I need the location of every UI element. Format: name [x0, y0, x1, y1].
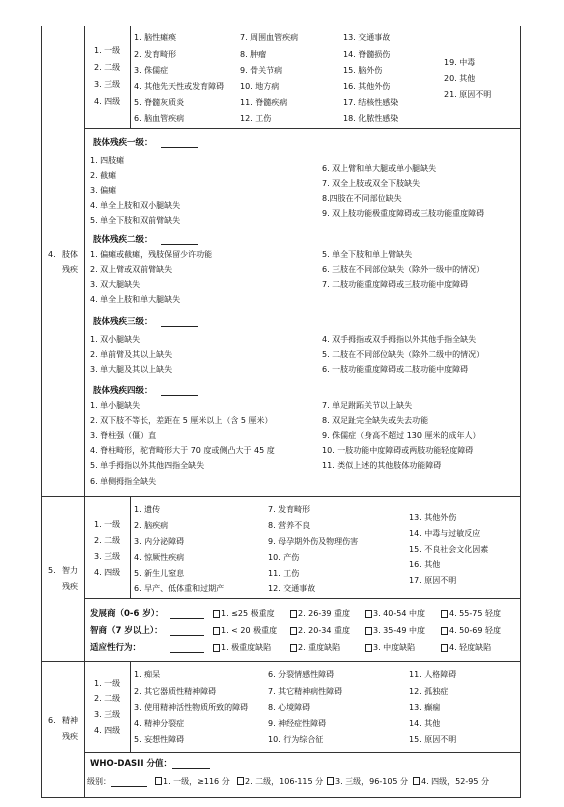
cause-item[interactable]: 3. 侏儒症	[134, 66, 169, 75]
cause-item[interactable]: 11. 工伤	[268, 569, 300, 578]
level-blank[interactable]	[111, 786, 147, 787]
cause-item[interactable]: 13. 交通事故	[343, 33, 391, 42]
list-item[interactable]: 4. 脊柱畸形，驼背畸形大于 70 度或侧凸大于 45 度	[90, 446, 275, 455]
list-item[interactable]: 8. 双足趾完全缺失或失去功能	[322, 416, 429, 425]
cause-item[interactable]: 20. 其他	[444, 74, 476, 83]
grade-option[interactable]: 1. 一级	[94, 679, 121, 688]
level-checkbox[interactable]	[413, 777, 420, 785]
list-item[interactable]: 6. 一肢功能重度障碍或二肢功能中度障碍	[322, 365, 469, 374]
grade-option[interactable]: 3. 三级	[94, 552, 121, 561]
row-divider	[84, 598, 521, 599]
row-divider	[41, 496, 521, 497]
grade-option[interactable]: 2. 二级	[94, 63, 121, 72]
list-item[interactable]: 3. 双大腿缺失	[90, 280, 141, 289]
iq-option[interactable]: 2. 20-34 重度	[298, 626, 350, 635]
iq-checkbox[interactable]	[213, 627, 220, 635]
cause-item[interactable]: 14. 中毒与过敏反应	[409, 529, 481, 538]
list-item[interactable]: 11. 类似上述的其他肢体功能障碍	[322, 461, 442, 470]
level-option[interactable]: 3. 三级，96-105 分	[335, 777, 409, 786]
cause-item[interactable]: 1. 脑性瘫痪	[134, 33, 177, 42]
cause-item[interactable]: 11. 人格障碍	[409, 670, 457, 679]
dq-checkbox[interactable]	[290, 610, 297, 618]
limb-grade3-title: 肢体残疾三级：	[93, 317, 153, 327]
cause-item[interactable]: 14. 脊髓损伤	[343, 50, 391, 59]
iq-option[interactable]: 1. < 20 极重度	[221, 626, 278, 635]
list-item[interactable]: 3. 脊柱强（僵）直	[90, 431, 157, 440]
row-divider	[84, 128, 521, 129]
cause-item[interactable]: 9. 骨关节病	[240, 66, 283, 75]
dq-option[interactable]: 4. 55-75 轻度	[449, 609, 501, 618]
cause-item[interactable]: 5. 妄想性障碍	[134, 735, 185, 744]
cause-item[interactable]: 15. 不良社会文化因素	[409, 545, 489, 554]
ab-label: 适应性行为：	[90, 643, 142, 653]
cause-item[interactable]: 11. 脊髓疾病	[240, 98, 288, 107]
ab-option[interactable]: 2. 重度缺陷	[298, 643, 341, 652]
ab-option[interactable]: 1. 极重度缺陷	[221, 643, 272, 652]
ab-checkbox[interactable]	[290, 644, 297, 652]
cause-item[interactable]: 3. 内分泌障碍	[134, 537, 185, 546]
cause-item[interactable]: 8. 肿瘤	[240, 50, 267, 59]
cause-item[interactable]: 12. 工伤	[240, 114, 272, 123]
table-divider-1	[84, 26, 85, 798]
list-item[interactable]: 4. 单全上肢和单大腿缺失	[90, 295, 181, 304]
section-number: 5.	[48, 566, 56, 575]
cause-item[interactable]: 10. 行为综合征	[268, 735, 324, 744]
cause-item[interactable]: 13. 癫痫	[409, 703, 441, 712]
cause-item[interactable]: 6. 脑血管疾病	[134, 114, 185, 123]
dq-option[interactable]: 1. ≤25 极重度	[221, 609, 275, 618]
section-title: 残疾	[62, 582, 78, 591]
grade-option[interactable]: 3. 三级	[94, 710, 121, 719]
cause-item[interactable]: 9. 神经症性障碍	[268, 719, 327, 728]
cause-item[interactable]: 2. 脑疾病	[134, 521, 169, 530]
list-item[interactable]: 4. 双手拇指或双手拇指以外其他手指全缺失	[322, 335, 477, 344]
cause-item[interactable]: 17. 原因不明	[409, 576, 457, 585]
ab-checkbox[interactable]	[441, 644, 448, 652]
cause-item[interactable]: 8. 营养不良	[268, 521, 311, 530]
iq-label: 智商（7 岁以上）：	[90, 626, 163, 636]
grade-option[interactable]: 3. 三级	[94, 80, 121, 89]
cause-item[interactable]: 8. 心境障碍	[268, 703, 311, 712]
section-title: 精神	[62, 716, 78, 725]
cause-item[interactable]: 6. 早产、低体重和过期产	[134, 584, 225, 593]
list-item[interactable]: 7. 二肢功能重度障碍或三肢功能中度障碍	[322, 280, 469, 289]
level-option[interactable]: 4. 四级，52-95 分	[421, 777, 489, 786]
list-item[interactable]: 6. 三肢在不同部位缺失（除外一级中的情况）	[322, 265, 485, 274]
whodas-blank[interactable]	[172, 768, 210, 769]
cause-item[interactable]: 5. 新生儿窒息	[134, 569, 185, 578]
limb-grade2-title: 肢体残疾二级：	[93, 235, 153, 245]
row-divider	[84, 752, 521, 753]
ab-blank[interactable]	[170, 652, 204, 653]
limb-grade4-title: 肢体残疾四级：	[93, 386, 153, 396]
cause-item[interactable]: 15. 原因不明	[409, 735, 457, 744]
iq-option[interactable]: 3. 35-49 中度	[373, 626, 425, 635]
level-checkbox[interactable]	[237, 777, 244, 785]
cause-item[interactable]: 10. 地方病	[240, 82, 280, 91]
list-item[interactable]: 2. 双下肢不等长，差距在 5 厘米以上（含 5 厘米）	[90, 416, 273, 425]
list-item[interactable]: 5. 二肢在不同部位缺失（除外二级中的情况）	[322, 350, 485, 359]
cause-item[interactable]: 10. 产伤	[268, 553, 300, 562]
table-bottom-border	[41, 797, 521, 798]
section-title: 智力	[62, 566, 78, 575]
dq-label: 发展商（0-6 岁）：	[90, 609, 164, 619]
list-item[interactable]: 2. 截瘫	[90, 171, 117, 180]
iq-blank[interactable]	[170, 635, 204, 636]
cause-item[interactable]: 5. 脊髓灰质炎	[134, 98, 185, 107]
cause-item[interactable]: 2. 发育畸形	[134, 50, 177, 59]
cause-item[interactable]: 19. 中毒	[444, 58, 476, 67]
iq-option[interactable]: 4. 50-69 轻度	[449, 626, 501, 635]
dq-checkbox[interactable]	[441, 610, 448, 618]
cause-item[interactable]: 9. 母孕期外伤及物理伤害	[268, 537, 359, 546]
level-label: 级别：	[87, 777, 111, 786]
grade-option[interactable]: 4. 四级	[94, 97, 121, 106]
limb-grade1-blank[interactable]	[161, 147, 198, 148]
list-item[interactable]: 1. 双小腿缺失	[90, 335, 141, 344]
iq-checkbox[interactable]	[290, 627, 297, 635]
cause-item[interactable]: 1. 遗传	[134, 505, 161, 514]
dq-blank[interactable]	[170, 618, 204, 619]
cause-item[interactable]: 2. 其它器质性精神障碍	[134, 687, 217, 696]
section-title: 残疾	[62, 732, 78, 741]
whodas-label: WHO-DASII 分值：	[90, 759, 172, 769]
table-right-border	[520, 26, 521, 798]
cause-item[interactable]: 7. 其它精神病性障碍	[268, 687, 343, 696]
cause-item[interactable]: 4. 精神分裂症	[134, 719, 185, 728]
cause-item[interactable]: 21. 原因不明	[444, 90, 492, 99]
level-checkbox[interactable]	[327, 777, 334, 785]
limb-grade2-blank[interactable]	[161, 244, 198, 245]
grade-option[interactable]: 4. 四级	[94, 726, 121, 735]
list-item[interactable]: 3. 单大腿及其以上缺失	[90, 365, 173, 374]
cause-item[interactable]: 14. 其他	[409, 719, 441, 728]
level-option[interactable]: 1. 一级，≥116 分	[163, 777, 230, 786]
list-item[interactable]: 10. 一肢功能中度障碍或两肢功能轻度障碍	[322, 446, 474, 455]
list-item[interactable]: 1. 四肢瘫	[90, 156, 125, 165]
cause-item[interactable]: 13. 其他外伤	[409, 513, 457, 522]
cause-item[interactable]: 12. 孤独症	[409, 687, 449, 696]
cause-item[interactable]: 4. 其他先天性或发育障碍	[134, 82, 225, 91]
list-item[interactable]: 6. 双上臂和单大腿或单小腿缺失	[322, 164, 437, 173]
limb-grade4-blank[interactable]	[161, 395, 198, 396]
row-divider	[41, 661, 521, 662]
section-title: 残疾	[62, 265, 78, 274]
dq-checkbox[interactable]	[365, 610, 372, 618]
list-item[interactable]: 3. 偏瘫	[90, 186, 117, 195]
cause-item[interactable]: 15. 脑外伤	[343, 66, 383, 75]
list-item[interactable]: 2. 单前臂及其以上缺失	[90, 350, 173, 359]
section-title: 肢体	[62, 250, 78, 259]
table-left-border	[41, 26, 42, 798]
list-item[interactable]: 7. 双全上肢或双全下肢缺失	[322, 179, 421, 188]
cause-item[interactable]: 7. 周围血管疾病	[240, 33, 299, 42]
list-item[interactable]: 1. 单小腿缺失	[90, 401, 141, 410]
cause-item[interactable]: 17. 结核性感染	[343, 98, 399, 107]
list-item[interactable]: 5. 单全下肢和单上臂缺失	[322, 250, 413, 259]
grade-col-divider	[130, 26, 131, 128]
grade-option[interactable]: 4. 四级	[94, 568, 121, 577]
dq-option[interactable]: 2. 26-39 重度	[298, 609, 350, 618]
section-number: 4.	[48, 250, 56, 259]
list-item[interactable]: 7. 单足跗跖关节以上缺失	[322, 401, 413, 410]
grade-col-divider	[130, 497, 131, 598]
cause-item[interactable]: 7. 发育畸形	[268, 505, 311, 514]
cause-item[interactable]: 6. 分裂情感性障碍	[268, 670, 335, 679]
cause-item[interactable]: 16. 其他	[409, 560, 441, 569]
list-item[interactable]: 4. 单全上肢和双小腿缺失	[90, 201, 181, 210]
ab-option[interactable]: 4. 轻度缺陷	[449, 643, 492, 652]
cause-item[interactable]: 4. 惊厥性疾病	[134, 553, 185, 562]
ab-option[interactable]: 3. 中度缺陷	[373, 643, 416, 652]
grade-option[interactable]: 1. 一级	[94, 520, 121, 529]
list-item[interactable]: 9. 双上肢功能极重度障碍或三肢功能重度障碍	[322, 209, 485, 218]
section-number: 6.	[48, 716, 56, 725]
list-item[interactable]: 2. 双上臂或双前臂缺失	[90, 265, 173, 274]
limb-grade1-title: 肢体残疾一级：	[93, 138, 153, 148]
cause-item[interactable]: 3. 使用精神活性物质所致的障碍	[134, 703, 249, 712]
list-item[interactable]: 9. 侏儒症（身高不超过 130 厘米的成年人）	[322, 431, 481, 440]
cause-item[interactable]: 1. 痴呆	[134, 670, 161, 679]
dq-checkbox[interactable]	[213, 610, 220, 618]
iq-checkbox[interactable]	[441, 627, 448, 635]
limb-grade3-blank[interactable]	[161, 326, 198, 327]
grade-option[interactable]: 1. 一级	[94, 46, 121, 55]
ab-checkbox[interactable]	[365, 644, 372, 652]
list-item[interactable]: 8.四肢在不同部位缺失	[322, 194, 402, 203]
list-item[interactable]: 1. 偏瘫或截瘫，残肢保留少许功能	[90, 250, 213, 259]
cause-item[interactable]: 18. 化脓性感染	[343, 114, 399, 123]
list-item[interactable]: 6. 单侧拇指全缺失	[90, 477, 157, 486]
grade-option[interactable]: 2. 二级	[94, 536, 121, 545]
grade-col-divider	[130, 661, 131, 752]
level-option[interactable]: 2. 二级，106-115 分	[245, 777, 324, 786]
ab-checkbox[interactable]	[213, 644, 220, 652]
iq-checkbox[interactable]	[365, 627, 372, 635]
cause-item[interactable]: 12. 交通事故	[268, 584, 316, 593]
grade-option[interactable]: 2. 二级	[94, 694, 121, 703]
cause-item[interactable]: 16. 其他外伤	[343, 82, 391, 91]
dq-option[interactable]: 3. 40-54 中度	[373, 609, 425, 618]
list-item[interactable]: 5. 单手拇指以外其他四指全缺失	[90, 461, 205, 470]
list-item[interactable]: 5. 单全下肢和双前臂缺失	[90, 216, 181, 225]
level-checkbox[interactable]	[155, 777, 162, 785]
